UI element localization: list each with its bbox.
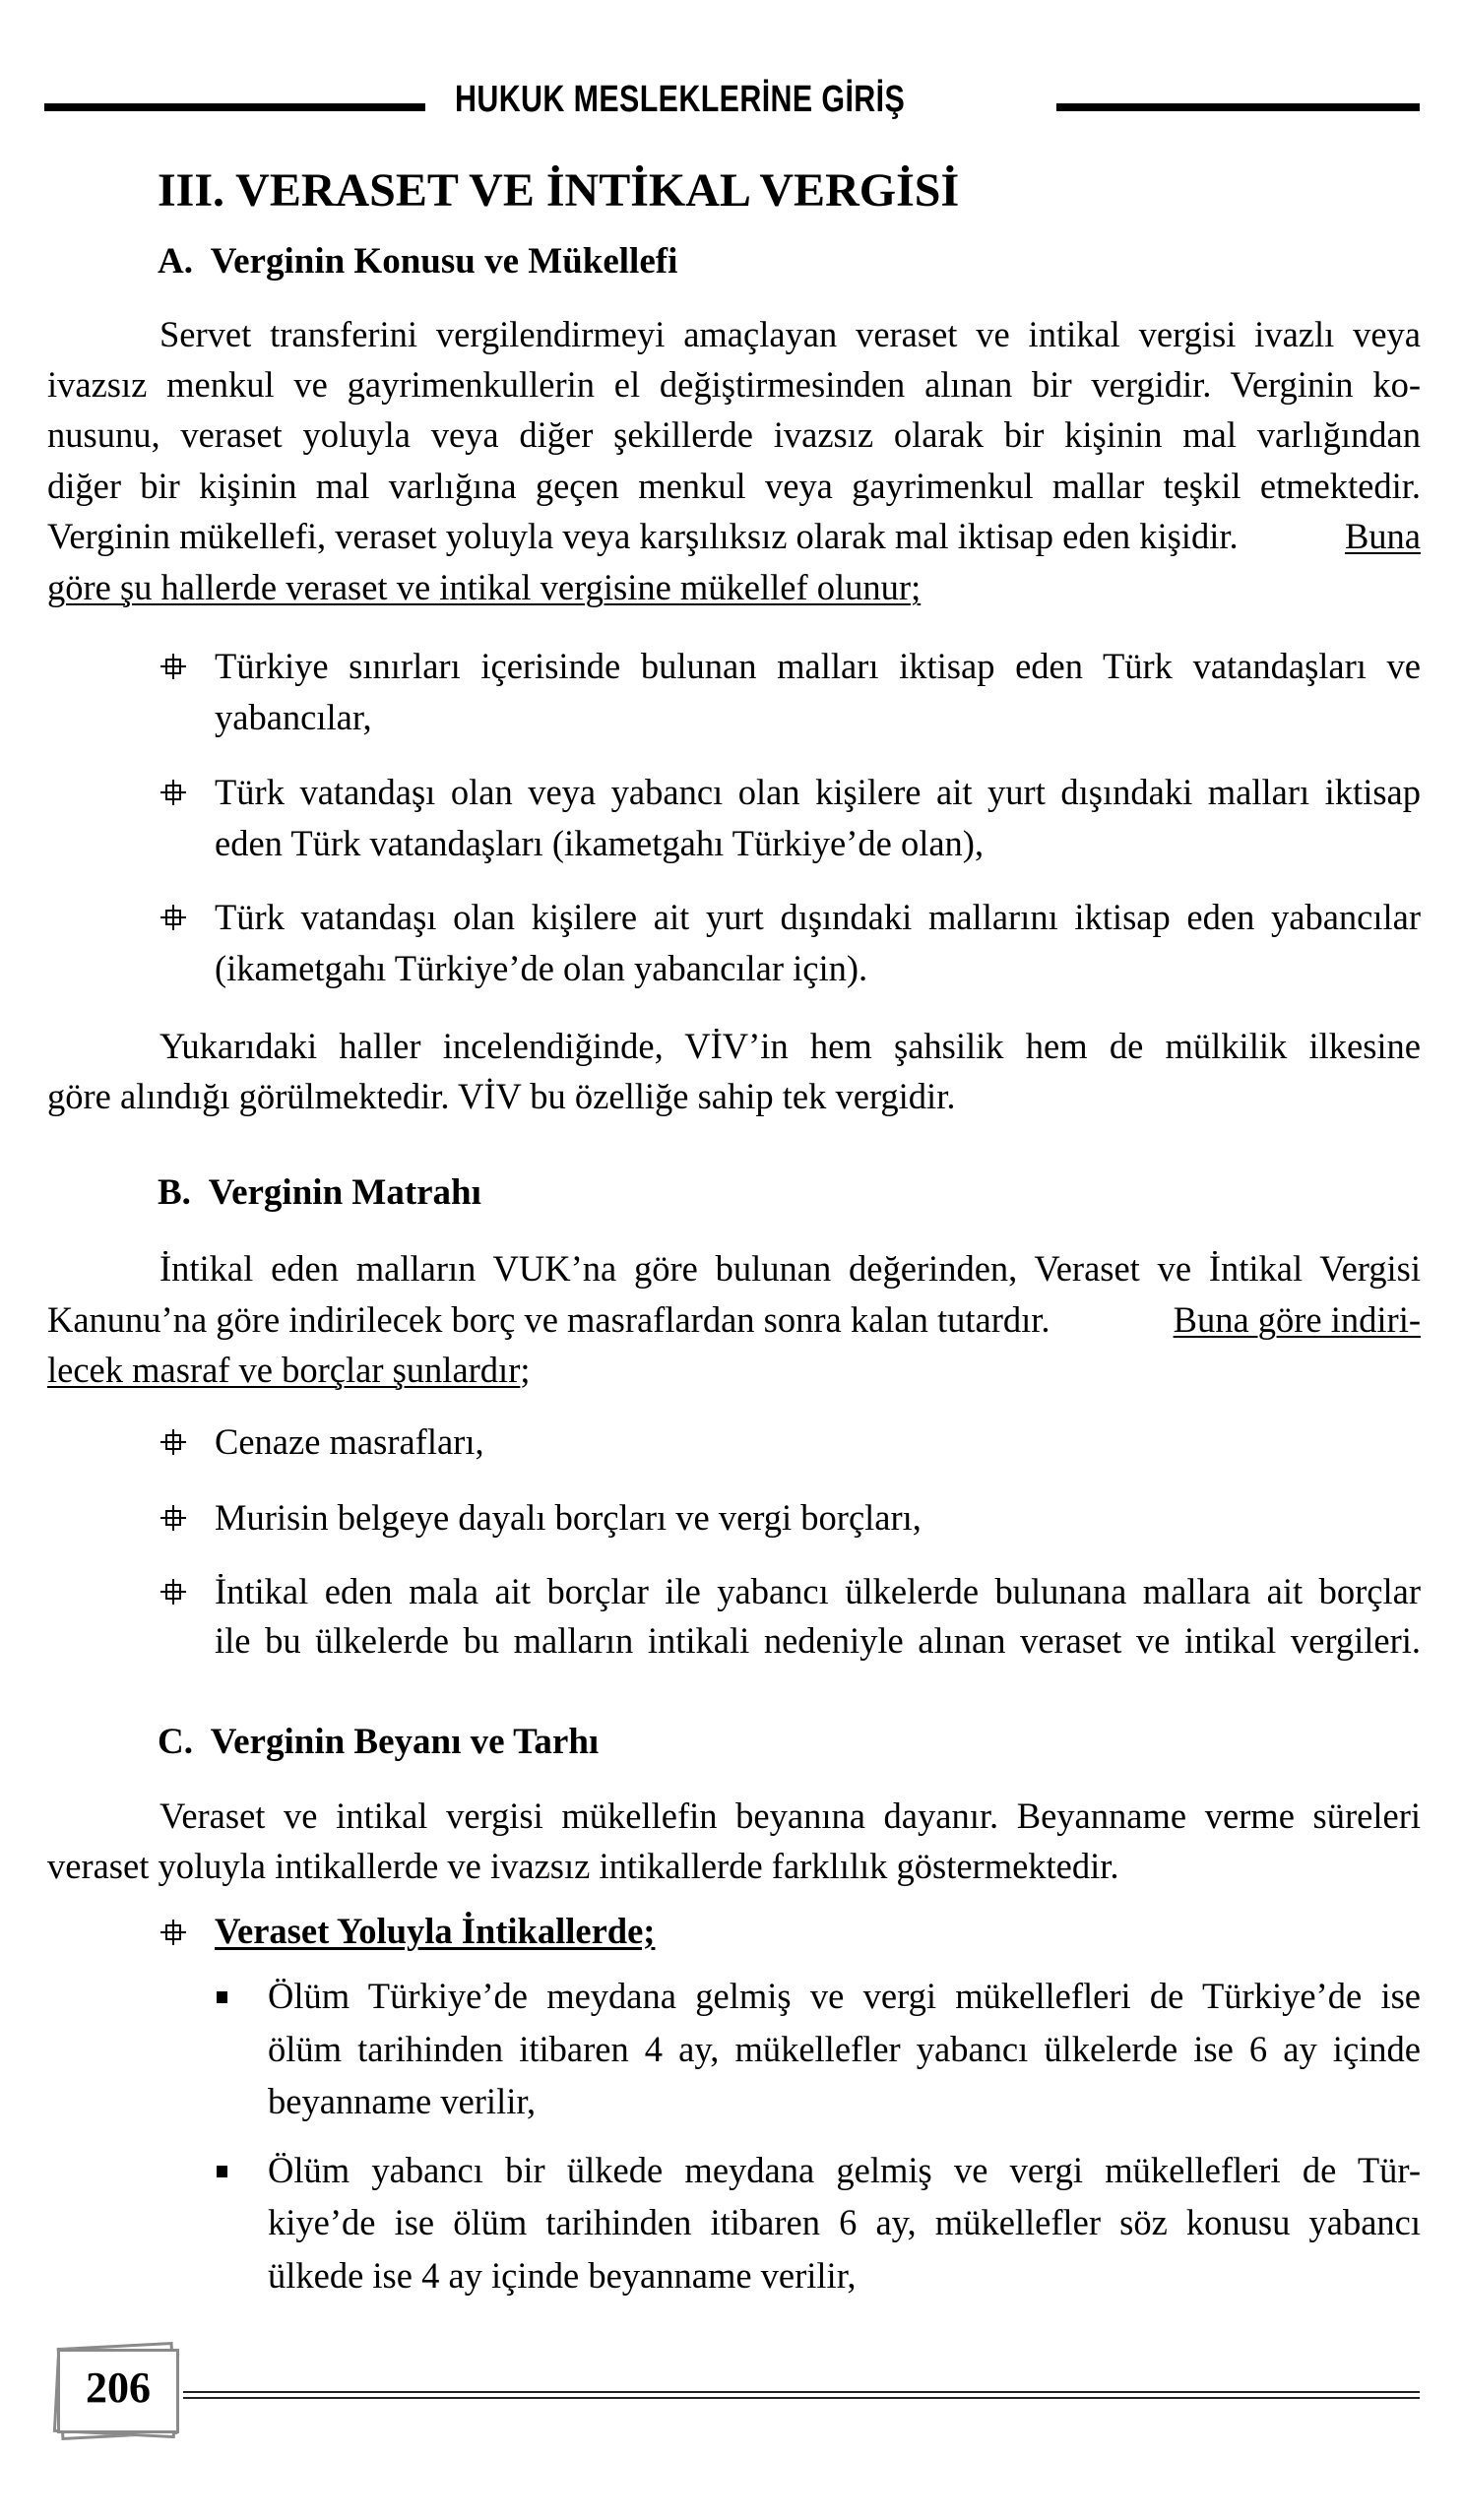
- bullet-heading-veraset-yoluyla: [215, 1911, 656, 1951]
- footer-rule-top: [183, 2391, 1420, 2393]
- bullet-b3-line-2: ile bu ülkelerde bu malların intikali nedeniyle alınan veraset ve intikal vergileri.: [215, 1623, 1421, 1661]
- closing-a-line-2: göre alındığı görülmektedir. VİV bu özelliğe sahip tek vergidir.: [47, 1076, 956, 1116]
- sub-item-2-line-2: kiye’de ise ölüm tarihinden itibaren 6 ay, mükellefler söz konusu yabancı: [268, 2205, 1421, 2242]
- cross-square-bullet-icon: [160, 1920, 186, 1945]
- bullet-b3-line-1: İntikal eden mala ait borçlar ile yabancı ülkelerde bulunana mallara ait borçlar: [215, 1574, 1421, 1611]
- para-b-underlined-end: lecek masraf ve borçlar şunlardır: [47, 1350, 521, 1390]
- bullet-b1-line-1: Cenaze masrafları,: [215, 1421, 484, 1462]
- para-b-underlined-start: Buna göre indiri-: [1173, 1299, 1421, 1340]
- subsection-c-heading: C. Verginin Beyanı ve Tarhı: [158, 1722, 600, 1762]
- para-b-line-1: İntikal eden malların VUK’na göre bulunan değerinden, Veraset ve İntikal Vergisi: [159, 1251, 1421, 1289]
- bullet-a3-line-1: Türk vatandaşı olan kişilere ait yurt dışındaki mallarını iktisap eden yabancılar: [215, 900, 1421, 937]
- para-c-line-2: veraset yoluyla intikallerde ve ivazsız intikallerde farklılık göstermektedir.: [47, 1846, 1119, 1886]
- header-rule-left: [44, 103, 425, 111]
- cross-square-bullet-icon: [160, 1429, 186, 1455]
- bullet-b2-line-1: Murisin belgeye dayalı borçları ve vergi borçları,: [215, 1497, 922, 1538]
- para-b-line-2-text: Kanunu’na göre indirilecek borç ve masraflardan sonra kalan tutardır.: [47, 1299, 1059, 1340]
- sub-item-1-line-2: ölüm tarihinden itibaren 4 ay, mükellefler yabancı ülkelerde ise 6 ay içinde: [268, 2032, 1421, 2069]
- para-a-line-2: ivazsız menkul ve gayrimenkullerin el değiştirmesinden alınan bir vergidir. Verginin ko-: [47, 367, 1421, 405]
- bullet-heading-text: Veraset Yoluyla İntikallerde;: [215, 1911, 656, 1951]
- sub-item-1-line-3: beyanname verilir,: [268, 2081, 537, 2121]
- para-a-line-1: Servet transferini vergilendirmeyi amaçlayan veraset ve intikal vergisi ivazlı veya: [159, 317, 1421, 354]
- cross-square-bullet-icon: [160, 1505, 186, 1531]
- subsection-b-heading: B. Verginin Matrahı: [158, 1172, 481, 1213]
- header-rule-right: [1056, 103, 1420, 111]
- para-b-line-3: [47, 1350, 531, 1390]
- cross-square-bullet-icon: [160, 905, 186, 930]
- bullet-a1-line-1: Türkiye sınırları içerisinde bulunan malları iktisap eden Türk vatandaşları ve: [215, 649, 1421, 686]
- running-header-title: HUKUK MESLEKLERİNE GİRİŞ: [455, 79, 906, 120]
- cross-square-bullet-icon: [160, 654, 186, 679]
- para-b-line-3-tail: ;: [520, 1350, 531, 1390]
- page-number-badge: [51, 2343, 185, 2445]
- bullet-a2-line-1: Türk vatandaşı olan veya yabancı olan kişilere ait yurt dışındaki malları iktisap: [215, 775, 1421, 812]
- footer-rule-bottom: [183, 2397, 1420, 2399]
- page-number: 206: [86, 2363, 151, 2412]
- sub-item-1-line-1: Ölüm Türkiye’de meydana gelmiş ve vergi mükellefleri de Türkiye’de ise: [268, 1979, 1421, 2016]
- square-bullet-icon: [217, 2166, 227, 2177]
- para-a-line-6: [47, 567, 922, 607]
- square-bullet-icon: [217, 1991, 227, 2003]
- para-b-line-2: [47, 1299, 1421, 1340]
- para-a-line-5-text: Verginin mükellefi, veraset yoluyla veya karşılıksız olarak mal iktisap eden kişidir.: [47, 516, 1256, 556]
- subsection-a-heading: A. Verginin Konusu ve Mükellefi: [158, 241, 678, 282]
- para-a-line-3: nusunu, veraset yoluyla veya diğer şekillerde ivazsız olarak bir kişinin mal varlığından: [47, 417, 1421, 455]
- bullet-a3-line-2: (ikametgahı Türkiye’de olan yabancılar için).: [215, 948, 868, 988]
- bullet-a1-line-2: yabancılar,: [215, 697, 372, 737]
- bullet-a2-line-2: eden Türk vatandaşları (ikametgahı Türkiye’de olan),: [215, 823, 985, 863]
- para-c-line-1: Veraset ve intikal vergisi mükellefin beyanına dayanır. Beyanname verme süreleri: [159, 1798, 1421, 1836]
- para-a-underlined-end: göre şu hallerde veraset ve intikal vergisine mükellef olunur;: [47, 567, 922, 607]
- para-a-underlined-start: Buna: [1344, 516, 1421, 556]
- sub-item-2-line-1: Ölüm yabancı bir ülkede meydana gelmiş ve vergi mükellefleri de Tür-: [268, 2153, 1421, 2190]
- closing-a-line-1: Yukarıdaki haller incelendiğinde, VİV’in hem şahsilik hem de mülkilik ilkesine: [159, 1029, 1421, 1066]
- sub-item-2-line-3: ülkede ise 4 ay içinde beyanname verilir,: [268, 2255, 857, 2296]
- para-a-line-5: [47, 516, 1421, 556]
- cross-square-bullet-icon: [160, 1579, 186, 1605]
- section-title: III. VERASET VE İNTİKAL VERGİSİ: [158, 164, 960, 217]
- para-a-line-4: diğer bir kişinin mal varlığına geçen menkul veya gayrimenkul mallar teşkil etmektedir.: [47, 469, 1421, 506]
- cross-square-bullet-icon: [160, 780, 186, 805]
